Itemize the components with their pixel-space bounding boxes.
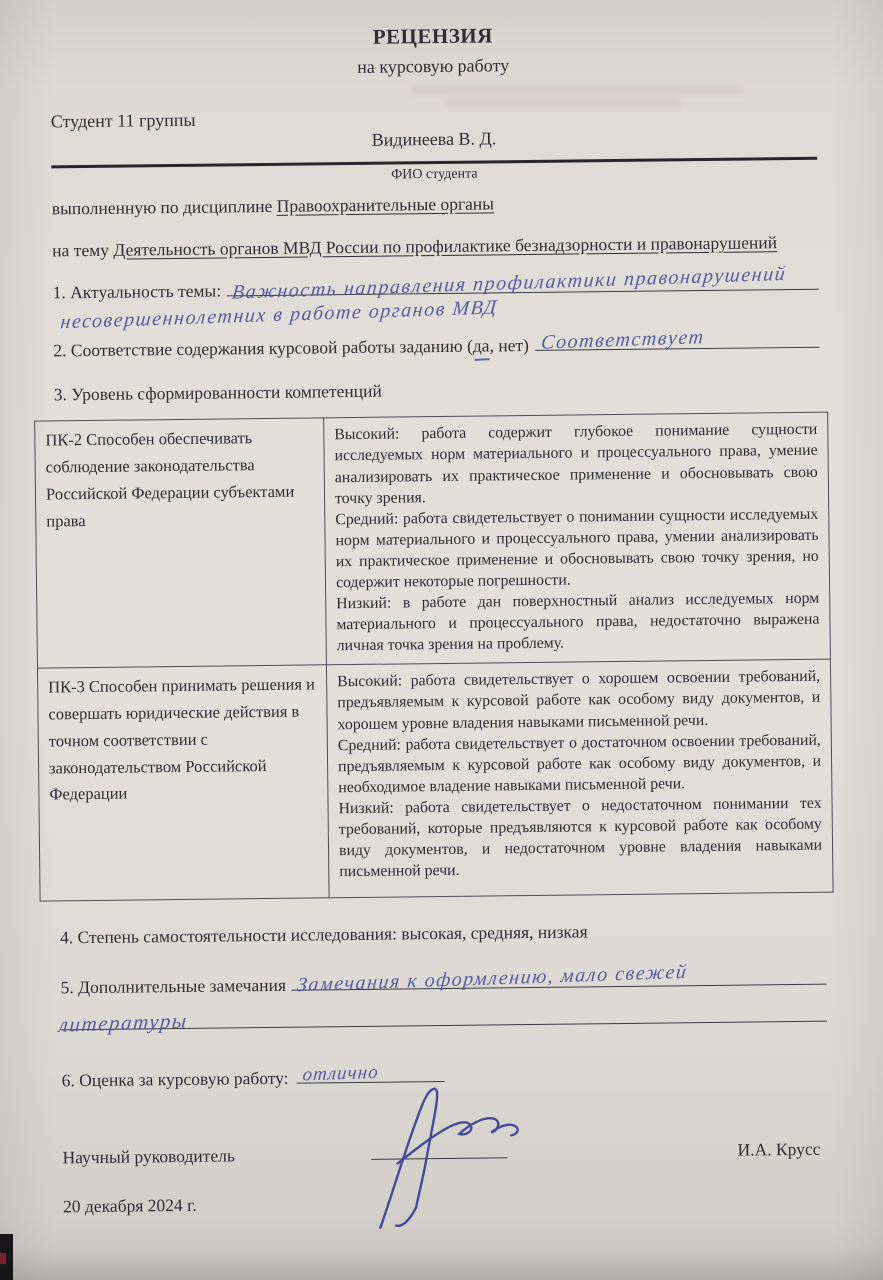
supervisor-label: Научный руководитель bbox=[62, 1145, 235, 1168]
item2-blank-line bbox=[535, 326, 820, 355]
document-subtitle: на курсовую работу bbox=[357, 55, 510, 77]
topic-value: Деятельность органов МВД России по профилактике безнадзорности и правонарушений bbox=[113, 232, 778, 260]
item5-blank-line2 bbox=[57, 1001, 827, 1037]
item5-handwritten-value: Замечания к оформлению, мало свежей bbox=[296, 960, 689, 996]
level-mid-text: Средний: работа свидетельствует о понимании сущности исследуемых норм материального и процессуального права, умении анализировать их практическое применение и обосновывать свою точку зрения, но содержит некоторые погрешности. bbox=[335, 505, 819, 592]
item4-label: 4. Степень самостоятельности исследования: высокая, средняя, низкая bbox=[59, 921, 588, 948]
competency-table bbox=[34, 412, 833, 902]
competency-pk3-levels-cell bbox=[326, 659, 833, 898]
table-row bbox=[35, 412, 831, 668]
topic-prefix: на тему bbox=[52, 239, 110, 261]
item5-remarks-row bbox=[60, 960, 826, 998]
item2-yes-underlined: да bbox=[472, 335, 490, 357]
handwritten-signature bbox=[357, 1078, 535, 1232]
item5-blank-line bbox=[292, 960, 827, 996]
level-high-text: Высокий: работа свидетельствует о хорошем освоении требований, предъявляемым к курсовой работе как особому виду документов, и хорошем уровне владения навыками письменной речи. bbox=[337, 668, 821, 733]
table-row bbox=[37, 659, 833, 901]
item2-handwritten-value: Соответствует bbox=[539, 326, 706, 355]
item1-label: 1. Актуальность темы: bbox=[52, 280, 222, 303]
document-date: 20 декабря 2024 г. bbox=[62, 1194, 197, 1217]
item6-handwritten-grade: отлично bbox=[301, 1061, 380, 1086]
competency-pk2-cell: ПК-2 Способен обеспечивать соблюдение законодательства Российской Федерации субъектами права bbox=[35, 418, 327, 668]
level-mid-text: Средний: работа свидетельствует о достаточном освоении требований, предъявляемым к курсовой работе как особому виду документов, и необходимое владение навыками письменной речи. bbox=[337, 731, 822, 796]
discipline-line bbox=[52, 190, 818, 220]
item1-blank-line bbox=[227, 262, 819, 304]
discipline-value: Правоохранительные органы bbox=[276, 193, 495, 216]
level-low-text: Низкий: работа свидетельствует о недостаточном понимании тех требований, которые предъявляются к курсовой работе как особому виду документов, и недостаточном уровне владения навыками письменной речи. bbox=[338, 794, 823, 881]
item1-handwritten-value-line2: несовершеннолетних в работе органов МВД bbox=[59, 296, 499, 334]
level-low-text: Низкий: в работе дан поверхностный анализ исследуемых норм материального и процессуального права, недостаточно выражена личная точка зрения на проблему. bbox=[336, 589, 820, 655]
topic-line bbox=[52, 232, 818, 262]
photo-background-red-speck bbox=[0, 1253, 6, 1264]
level-high-text: Высокий: работа содержит глубокое понимание сущности исследуемых норм материального и процессуального права, умение анализировать их практическое применение и обосновывать свою точку зрения. bbox=[334, 421, 818, 507]
student-name: Видинеева В. Д. bbox=[371, 128, 497, 150]
item1-handwritten-value: Важность направления профилактики правонарушений bbox=[231, 262, 788, 304]
item6-label: 6. Оценка за курсовую работу: bbox=[61, 1067, 289, 1091]
item5-label: 5. Дополнительные замечания bbox=[60, 974, 287, 997]
item3-label: 3. Уровень сформированности компетенций bbox=[53, 381, 382, 405]
supervisor-name: И.А. Крусс bbox=[737, 1138, 821, 1160]
item2-conformity-row bbox=[53, 328, 819, 362]
discipline-prefix: выполненную по дисциплине bbox=[51, 195, 273, 219]
supervisor-signature-row bbox=[62, 1135, 828, 1169]
document-title: РЕЦЕНЗИЯ bbox=[372, 23, 494, 49]
competency-pk3-cell: ПК-3 Способен принимать решения и совершать юридические действия в точном соответствии с законодательством Российской Федерации bbox=[37, 665, 329, 901]
item2-label: 2. Соответствие содержания курсовой работы заданию (да, нет) bbox=[53, 335, 529, 361]
item5-handwritten-value-line2: литературы bbox=[57, 1008, 189, 1037]
competency-pk2-levels-cell bbox=[324, 412, 831, 665]
signature-blank-line bbox=[372, 1138, 508, 1160]
student-group-label: Студент 11 группы bbox=[50, 109, 196, 132]
student-name-caption: ФИО студента bbox=[391, 166, 478, 183]
